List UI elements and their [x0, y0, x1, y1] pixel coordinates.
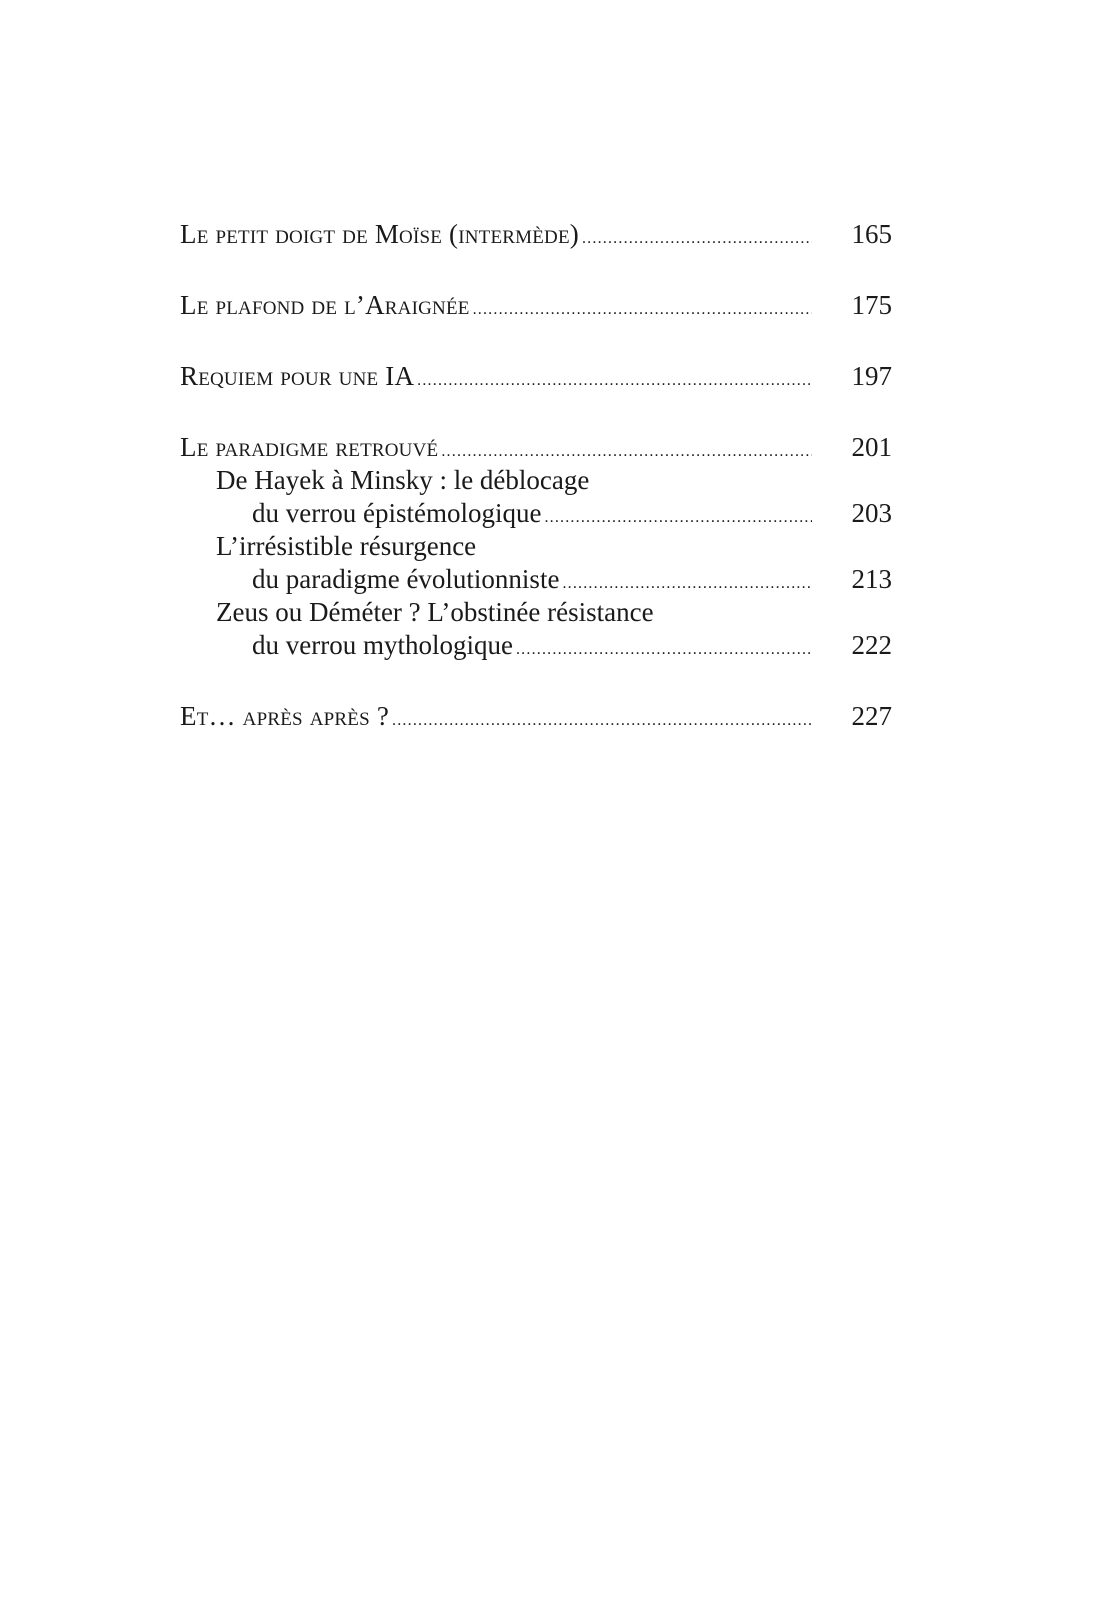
dot-leader	[544, 497, 812, 534]
toc-section-title-continued: du verrou mythologique	[252, 630, 513, 660]
toc-section-title: Zeus ou Déméter ? L’obstinée résistance	[216, 597, 654, 627]
toc-chapter-group	[180, 431, 892, 662]
dot-leader	[516, 629, 812, 666]
toc-entry-page: 227	[851, 701, 892, 731]
toc-entry-title: Le paradigme retrouvé	[180, 432, 439, 462]
toc-section-page: 203	[851, 498, 892, 528]
dot-leader	[562, 563, 812, 600]
dot-leader	[473, 289, 812, 326]
toc-section-page: 213	[851, 564, 892, 594]
toc-entry-page: 201	[851, 432, 892, 462]
toc-section-title-continued: du paradigme évolutionniste	[252, 564, 560, 594]
toc-entry-page: 197	[851, 361, 892, 391]
toc-section	[180, 596, 892, 662]
toc-section	[180, 530, 892, 596]
toc-section	[180, 464, 892, 530]
toc-section-title: De Hayek à Minsky : le déblocage	[216, 465, 590, 495]
dot-leader	[582, 218, 812, 255]
toc-entry-page: 175	[851, 290, 892, 320]
toc-entry	[180, 360, 892, 393]
toc-section-line	[180, 563, 892, 596]
toc-entry-title: Le plafond de l’Araignée	[180, 290, 470, 320]
dot-leader	[417, 360, 812, 397]
toc-entry-title: Et… après après ?	[180, 701, 390, 731]
toc-section-title: L’irrésistible résurgence	[216, 531, 477, 561]
dot-leader	[441, 431, 812, 468]
toc-entry	[180, 431, 892, 464]
toc-entry	[180, 289, 892, 322]
toc-section-line	[180, 629, 892, 662]
toc-entry-page: 165	[851, 219, 892, 249]
toc-entry	[180, 700, 892, 733]
toc-entry-title: Requiem pour une IA	[180, 361, 415, 391]
toc-section-title-continued: du verrou épistémologique	[252, 498, 542, 528]
table-of-contents	[180, 218, 892, 771]
dot-leader	[392, 700, 812, 737]
toc-section-line	[180, 497, 892, 530]
toc-entry-title: Le petit doigt de Moïse (intermède)	[180, 219, 579, 249]
toc-entry	[180, 218, 892, 251]
toc-section-page: 222	[851, 630, 892, 660]
